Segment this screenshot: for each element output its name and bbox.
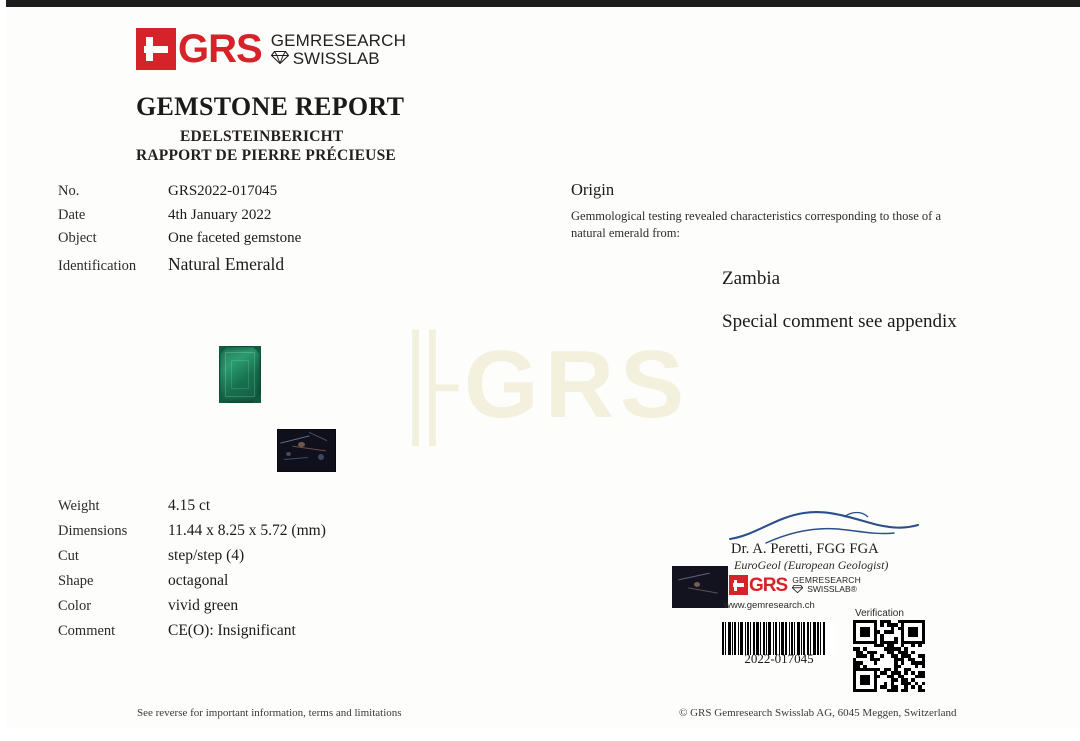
gemstone-face-photo: [219, 346, 261, 403]
bottom-white-margin: [0, 729, 1080, 741]
grs-sublabel-line1: GEMRESEARCH: [270, 30, 407, 50]
page-title-german: EDELSTEINBERICHT: [180, 128, 344, 145]
table-row: [58, 254, 301, 284]
spec-value-comment: CE(O): Insignificant: [168, 622, 296, 639]
info-value-no: GRS2022-017045: [168, 183, 278, 199]
table-row: [58, 622, 326, 647]
verification-label: Verification: [855, 608, 904, 619]
info-label-date: Date: [58, 206, 86, 223]
origin-comment: Special comment see appendix: [722, 311, 957, 332]
diamond-icon-small: [792, 585, 803, 595]
signatory-name: Dr. A. Peretti, FGG FGA: [731, 541, 879, 557]
origin-heading: Origin: [571, 180, 615, 199]
grs-sublabel-line2: SWISSLAB: [292, 48, 380, 68]
left-white-margin: [0, 0, 6, 741]
spec-label-shape: Shape: [58, 573, 94, 589]
grs-sublabel: [271, 32, 406, 68]
page-title-french: RAPPORT DE PIERRE PRÉCIEUSE: [136, 147, 396, 164]
spec-value-shape: octagonal: [168, 572, 229, 589]
spec-label-dimensions: Dimensions: [58, 523, 128, 539]
info-value-object: One faceted gemstone: [168, 230, 302, 246]
grs-wordmark-small: GRS: [749, 574, 788, 596]
gemstone-inclusion-photo: [277, 429, 336, 472]
grs-sublabel-small-line2-row: [792, 585, 861, 595]
watermark: [390, 330, 690, 440]
watermark-text: GRS: [464, 331, 691, 438]
swiss-cross-icon-small: [729, 575, 748, 595]
spec-label-color: Color: [58, 598, 92, 614]
table-row: [58, 597, 326, 622]
table-row: [58, 183, 301, 207]
info-label-identification: Identification: [58, 257, 137, 274]
info-value-identification: Natural Emerald: [168, 253, 285, 274]
gem-spec-table: [58, 497, 326, 647]
microscope-photo: [672, 566, 728, 608]
spec-label-weight: Weight: [58, 498, 100, 514]
grs-sublabel-line2-row: [271, 50, 406, 68]
spec-label-comment: Comment: [58, 623, 116, 639]
diamond-icon: [271, 50, 289, 68]
page-title: GEMSTONE REPORT: [136, 92, 405, 121]
report-info-table: [58, 183, 301, 284]
table-row: [58, 522, 326, 547]
spec-value-dimensions: 11.44 x 8.25 x 5.72 (mm): [168, 522, 326, 539]
grs-sublabel-small-line2: SWISSLAB®: [807, 584, 857, 594]
table-row: [58, 547, 326, 572]
top-black-bar: [0, 0, 1080, 7]
footer-disclaimer: See reverse for important information, terms and limitations: [137, 707, 402, 719]
qr-code[interactable]: [853, 620, 925, 692]
origin-country: Zambia: [722, 268, 781, 289]
spec-value-weight: 4.15 ct: [168, 497, 211, 514]
barcode-number: 2022-017045: [744, 651, 814, 666]
info-value-date: 4th January 2022: [168, 206, 272, 223]
watermark-cross: ╟: [390, 331, 465, 438]
signatory-role: EuroGeol (European Geologist): [734, 558, 889, 572]
website-url: www.gemresearch.ch: [724, 600, 815, 611]
table-row: [58, 207, 301, 231]
origin-description: Gemmological testing revealed characteristics corresponding to those of a natural emerald from:: [571, 209, 942, 240]
table-row: [58, 572, 326, 597]
footer-copyright: © GRS Gemresearch Swisslab AG, 6045 Meggen, Switzerland: [679, 707, 957, 719]
spec-value-cut: step/step (4): [168, 547, 245, 564]
swiss-cross-icon: [136, 28, 176, 70]
info-label-no: No.: [58, 183, 80, 199]
info-label-object: Object: [58, 230, 97, 246]
table-row: [58, 497, 326, 522]
grs-logo: [136, 28, 406, 70]
grs-wordmark: GRS: [178, 27, 262, 71]
grs-logo-small: [729, 575, 861, 595]
table-row: [58, 230, 301, 254]
grs-sublabel-small-line1: GEMRESEARCH: [792, 574, 861, 585]
spec-value-color: vivid green: [168, 597, 239, 614]
spec-label-cut: Cut: [58, 548, 79, 564]
grs-sublabel-small: [792, 576, 861, 595]
